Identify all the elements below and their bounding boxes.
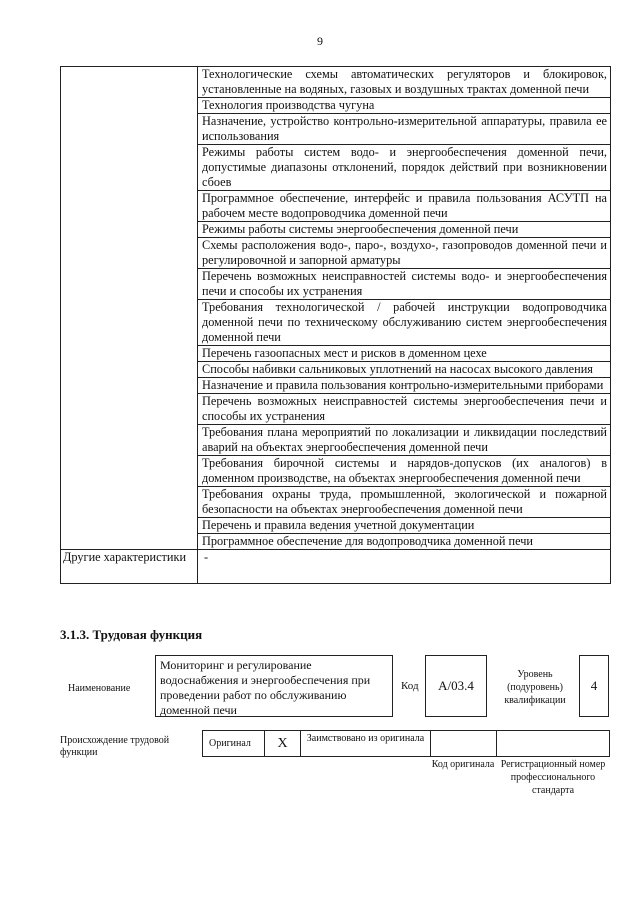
original-label: Оригинал [203,731,265,756]
other-characteristics-label: Другие характеристики [63,550,187,564]
knowledge-item: Перечень и правила ведения учетной документации [198,518,610,534]
knowledge-item: Технологические схемы автоматических регуляторов и блокировок, установленные на водяных, газовых и воздушных трактах доменной печи [198,67,610,98]
knowledge-item: Требования технологической / рабочей инструкции водопроводчика доменной печи по техническому обслуживанию систем энергообеспечения доменной печи [198,300,610,346]
knowledge-item: Схемы расположения водо-, паро-, воздухо-, газопроводов доменной печи и регулировочной и запорной арматуры [198,238,610,269]
knowledge-row [61,67,611,550]
knowledge-item: Требования плана мероприятий по локализации и ликвидации последствий аварий на объектах энергообеспечения доменной печи [198,425,610,456]
knowledge-item: Перечень газоопасных мест и рисков в доменном цехе [198,346,610,362]
other-value-cell [198,550,611,584]
knowledge-item: Технология производства чугуна [198,98,610,114]
origin-label: Происхождение трудовой функции [60,735,170,758]
knowledge-item: Назначение и правила пользования контрольно-измерительными приборами [198,378,610,394]
knowledge-item: Перечень возможных неисправностей системы энергообеспечения печи и способы их устранения [198,394,610,425]
knowledge-item: Требования охраны труда, промышленной, экологической и пожарной безопасности на объектах энергообеспечения доменной печи [198,487,610,518]
row-label-cell [61,67,198,550]
other-label-cell [61,550,198,584]
reg-number-cell [497,731,609,756]
page-number: 9 [317,34,323,48]
knowledge-list [198,67,611,550]
reg-number-label: Регистрационный номер профессионального стандарта [500,759,606,796]
knowledge-item: Требования бирочной системы и нарядов-допусков (их аналогов) в доменном производстве, на объектах энергообеспечения доменной печи [198,456,610,487]
knowledge-item: Программное обеспечение для водопроводчика доменной печи [202,534,533,548]
borrowed-label: Заимствовано из оригинала [301,731,431,756]
knowledge-table [60,66,611,584]
origin-table [202,730,610,757]
original-mark: X [265,731,301,756]
code-original-cell [431,731,497,756]
knowledge-item: Перечень возможных неисправностей системы водо- и энергообеспечения печи и способы их устранения [198,269,610,300]
name-label: Наименование [68,683,131,694]
section-title: 3.1.3. Трудовая функция [60,627,203,642]
qualification-level-label: Уровень (подуровень) квалификации [504,669,566,706]
knowledge-item: Назначение, устройство контрольно-измерительной аппаратуры, правила ее использования [198,114,610,145]
code-label: Код [401,680,419,692]
other-row [61,550,611,584]
code-original-label: Код оригинала [431,759,495,770]
knowledge-item: Программное обеспечение, интерфейс и правила пользования АСУТП на рабочем месте водопроводчика доменной печи [198,191,610,222]
function-name-box: Мониторинг и регулирование водоснабжения и энергообеспечения при проведении работ по обслуживанию доменной печи [155,655,393,717]
knowledge-item: Режимы работы системы энергообеспечения доменной печи [198,222,610,238]
knowledge-item: Способы набивки сальниковых уплотнений на насосах высокого давления [198,362,610,378]
function-code-box: А/03.4 [425,655,487,717]
qualification-level-box: 4 [579,655,609,717]
other-characteristics-value: - [204,550,209,564]
knowledge-item: Режимы работы систем водо- и энергообеспечения доменной печи, допустимые диапазоны отклонений, порядок действий при возникновении сбоев [198,145,610,191]
